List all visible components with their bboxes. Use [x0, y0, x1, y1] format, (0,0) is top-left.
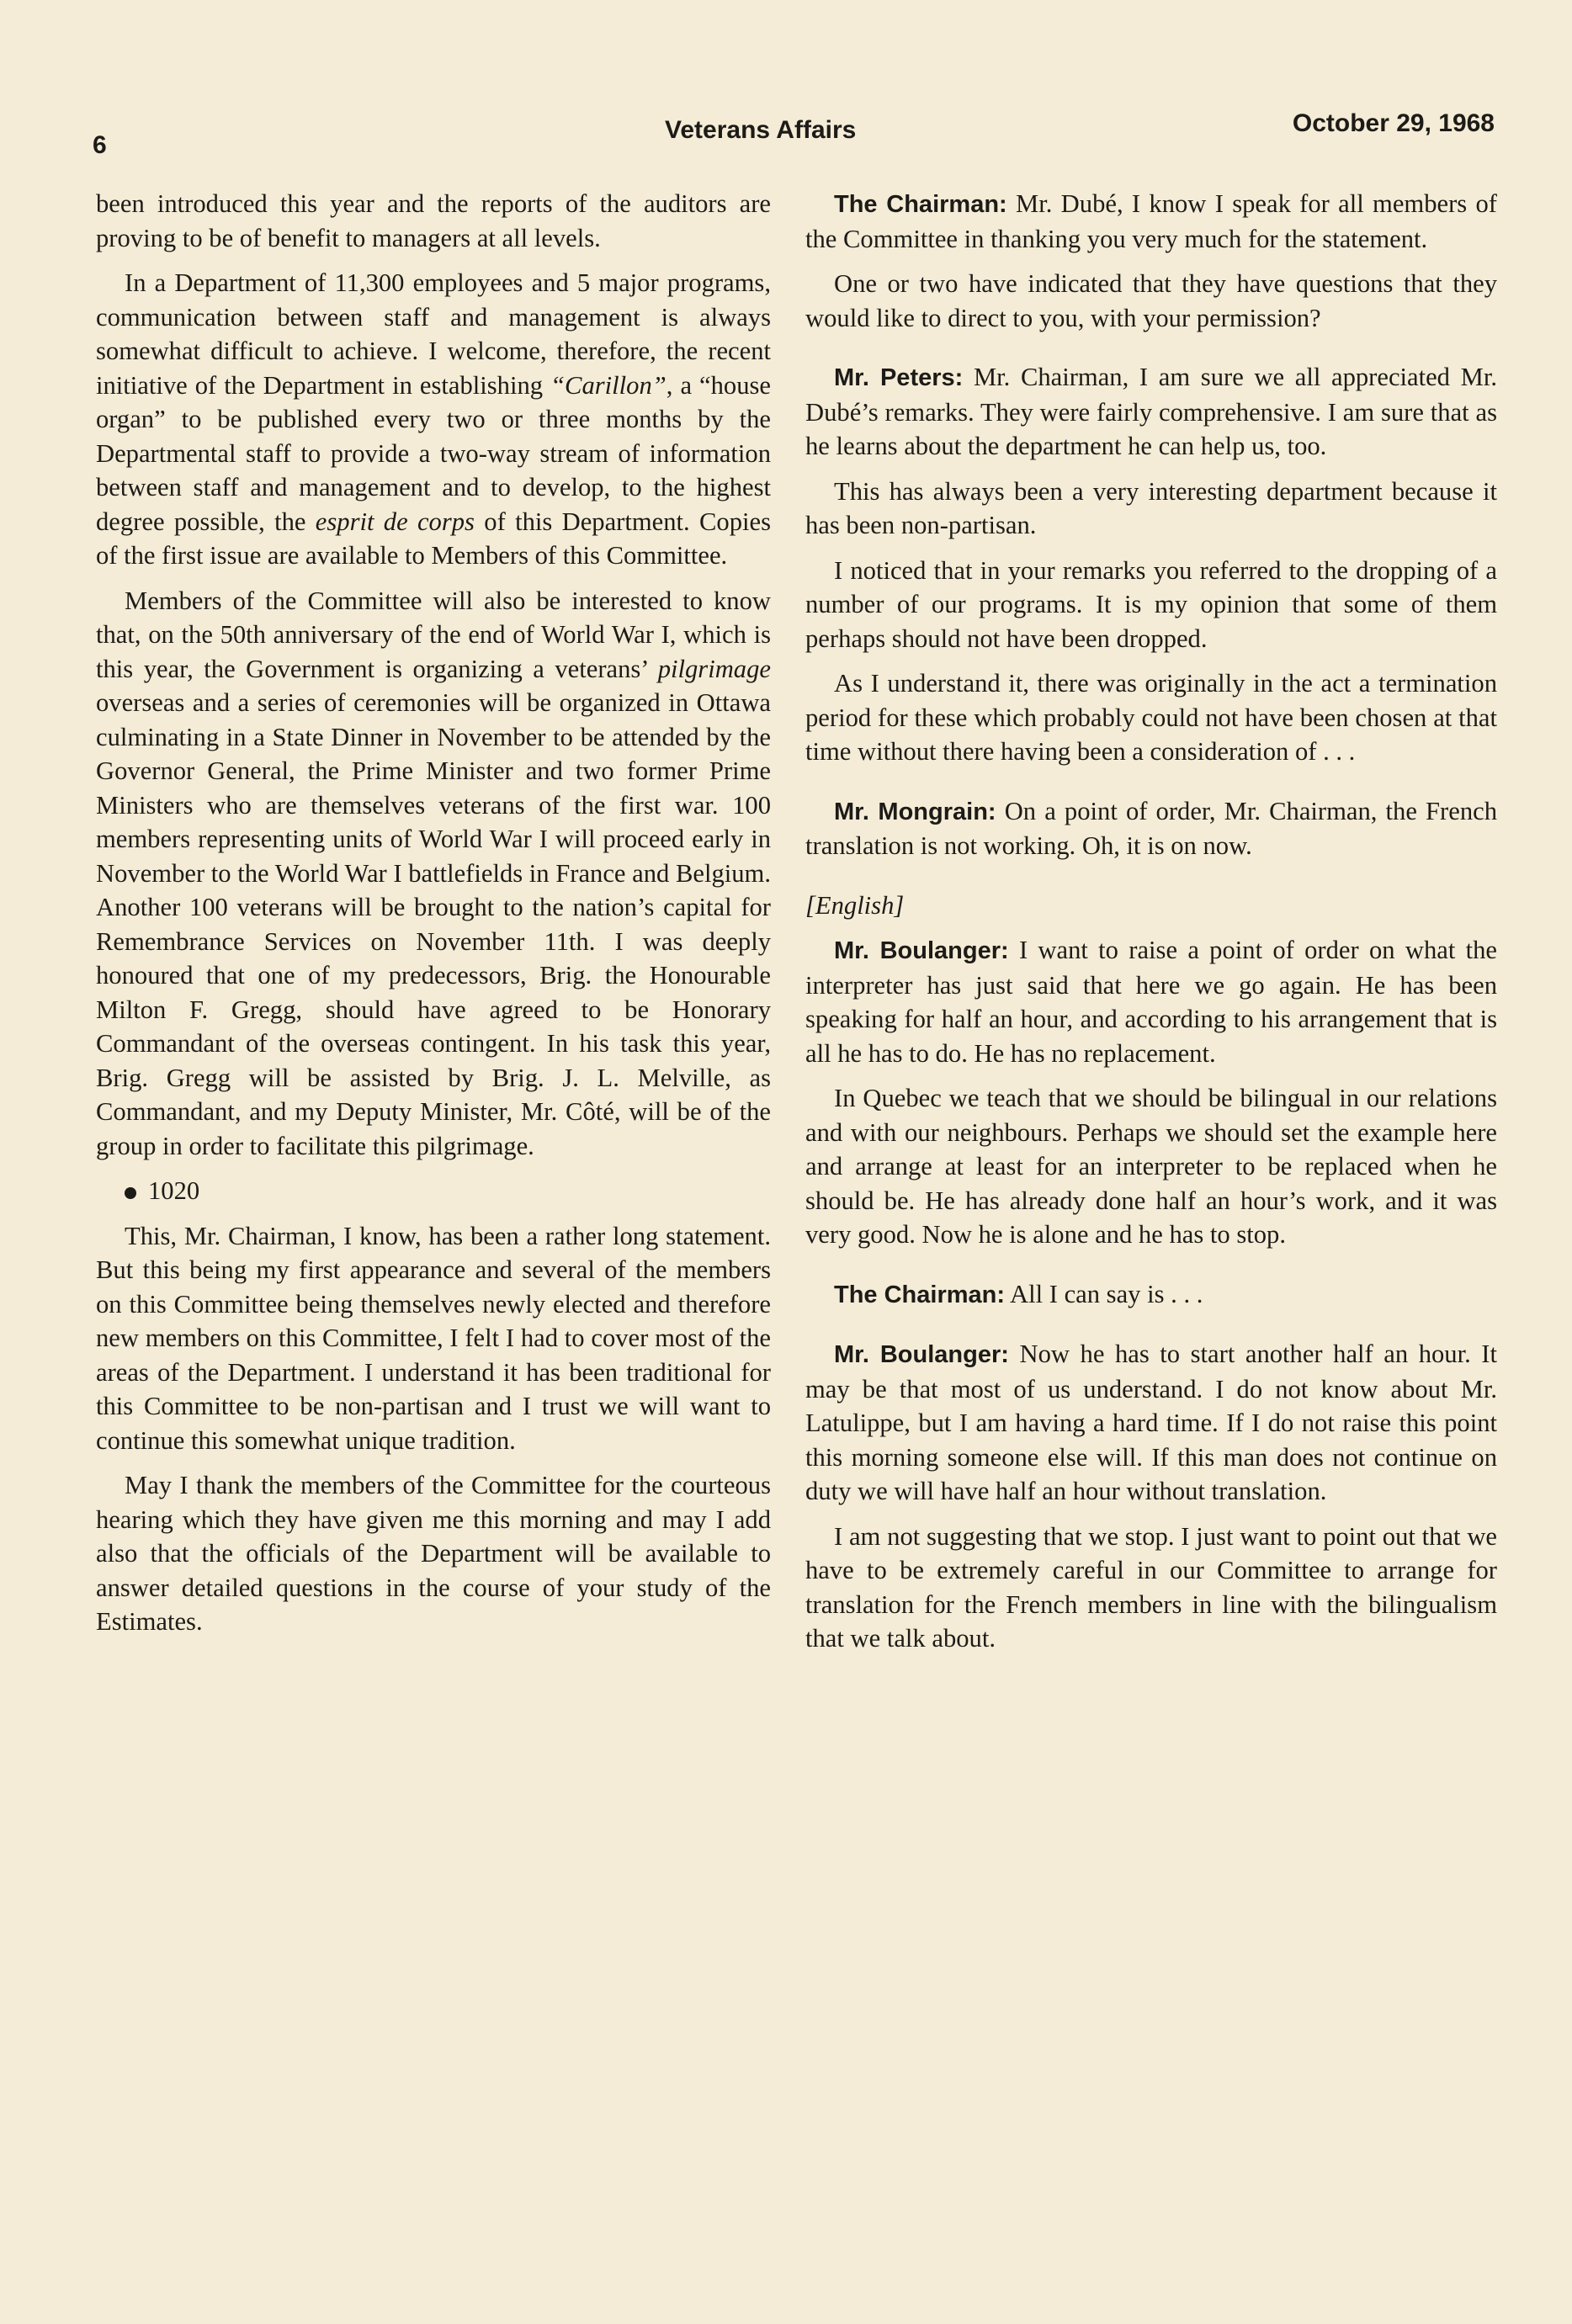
language-marker: [English]: [805, 890, 905, 920]
emphasis: pilgrimage: [657, 654, 771, 683]
text-run: On a point of order, Mr. Chairman, the French translation is not working. Oh, it is on now.: [805, 796, 1497, 860]
page-number: 6: [93, 131, 107, 159]
speaker-name: Mr. Mongrain:: [834, 798, 996, 825]
time-marker: [96, 1174, 771, 1208]
paragraph: I am not suggesting that we stop. I just want to point out that we have to be extremely careful in our Committee to arrange for translation for the French members in line with the bilingualism that we talk about.: [805, 1521, 1497, 1653]
time-marker-label: 1020: [148, 1176, 200, 1205]
text-run: In a Department of 11,300 employees and 5 major programs, communication between staff and management is always somewhat difficult to achieve. I welcome, therefore, the recent initiative of the Department in establishing: [96, 268, 771, 400]
text-run: of this Department. Copies of the first issue are available to Members of this Committee.: [96, 507, 771, 570]
paragraph: I noticed that in your remarks you referred to the dropping of a number of our programs. It is my opinion that some of them perhaps should not have been dropped.: [805, 555, 1497, 653]
speech: [805, 794, 1497, 863]
text-run: All I can say is . . .: [1005, 1279, 1203, 1308]
running-header: [93, 108, 1495, 159]
paragraph: This, Mr. Chairman, I know, has been a rather long statement. But this being my first appearance and several of the members on this Committee being themselves newly elected and therefore new members on this Committee, I felt I had to cover most of the areas of the Department. I understand it has been traditional for this Committee to be non-partisan and I trust we will want to continue this somewhat unique tradition.: [96, 1221, 771, 1455]
text-run: I want to raise a point of order on what the interpreter has just said that here we go again. He has been speaking for half an hour, and according to his arrangement that is all he has to do. He has no replacement.: [805, 936, 1497, 1068]
speech: [805, 187, 1497, 256]
paragraph: As I understand it, there was originally in the act a termination period for these which probably could not have been chosen at that time without there having been a consideration of . . .: [805, 669, 1497, 766]
bullet-icon: [125, 1187, 136, 1199]
emphasis: esprit de corps: [315, 507, 475, 536]
text-run: Mr. Dubé, I know I speak for all members of the Committee in thanking you very much for the statement.: [805, 189, 1497, 253]
speaker-name: Mr. Boulanger:: [834, 937, 1009, 964]
issue-date: October 29, 1968: [1292, 109, 1495, 137]
text-run: , a “house organ” to be published every two or three months by the Departmental staff to provide a two-way stream of information between staff and management and to develop, to the highest degree possible, the: [96, 370, 771, 536]
journal-title: Veterans Affairs: [665, 116, 857, 144]
text-run: overseas and a series of ceremonies will be organized in Ottawa culminating in a State Dinner in November to be attended by the Governor General, the Prime Minister and two former Prime Ministers who are themselves veterans of the first war. 100 members representing units of World War I will proceed early in November to the World War I battlefields in France and Belgium. Another 100 veterans will be brought to the nation’s capital for Remembrance Services on November 11th. I was deeply honoured that one of my predecessors, Brig. the Honourable Milton F. Gregg, should have agreed to be Honorary Commandant of the overseas contingent. In his task this year, Brig. Gregg will be assisted by Brig. J. L. Melville, as Commandant, and my Deputy Minister, Mr. Côté, will be of the group in order to facilitate this pilgrimage.: [96, 688, 771, 1160]
speaker-name: The Chairman:: [834, 1281, 1006, 1308]
speaker-name: Mr. Boulanger:: [834, 1341, 1009, 1368]
speech: [805, 360, 1497, 464]
paragraph: [96, 584, 771, 1164]
left-column: [96, 187, 771, 1650]
paragraph: This has always been a very interesting department because it has been non-partisan.: [805, 476, 1497, 539]
emphasis: “Carillon”: [550, 370, 667, 400]
speech: [805, 933, 1497, 1070]
text-run: Mr. Chairman, I am sure we all appreciated Mr. Dubé’s remarks. They were fairly comprehensive. I am sure that as he learns about the department he can help us, too.: [805, 363, 1497, 460]
paragraph: been introduced this year and the reports of the auditors are proving to be of benefit to managers at all levels.: [96, 189, 771, 252]
speaker-name: Mr. Peters:: [834, 364, 964, 391]
text-run: Members of the Committee will also be interested to know that, on the 50th anniversary of the end of World War I, which is this year, the Government is organizing a veterans’: [96, 586, 771, 683]
speech: [805, 1337, 1497, 1509]
paragraph: One or two have indicated that they have questions that they would like to direct to you, with your permission?: [805, 269, 1497, 332]
paragraph: [96, 266, 771, 573]
paragraph: May I thank the members of the Committee for the courteous hearing which they have given me this morning and may I add also that the officials of the Department will be available to answer detailed questions in the course of your study of the Estimates.: [96, 1471, 771, 1636]
speaker-name: The Chairman:: [834, 191, 1007, 218]
paragraph: In Quebec we teach that we should be bilingual in our relations and with our neighbours. Perhaps we should set the example here and arrange at least for an interpreter to be replaced when he should be. He has already done half an hour’s work, and it was very good. Now he is alone and he has to stop.: [805, 1084, 1497, 1249]
speech: [805, 1277, 1497, 1313]
text-run: Now he has to start another half an hour. It may be that most of us understand. I do not know about Mr. Latulippe, but I am having a hard time. If I do not raise this point this morning someone else will. If this man does not continue on duty we will have half an hour without translation.: [805, 1340, 1497, 1505]
right-column: [805, 187, 1497, 1667]
